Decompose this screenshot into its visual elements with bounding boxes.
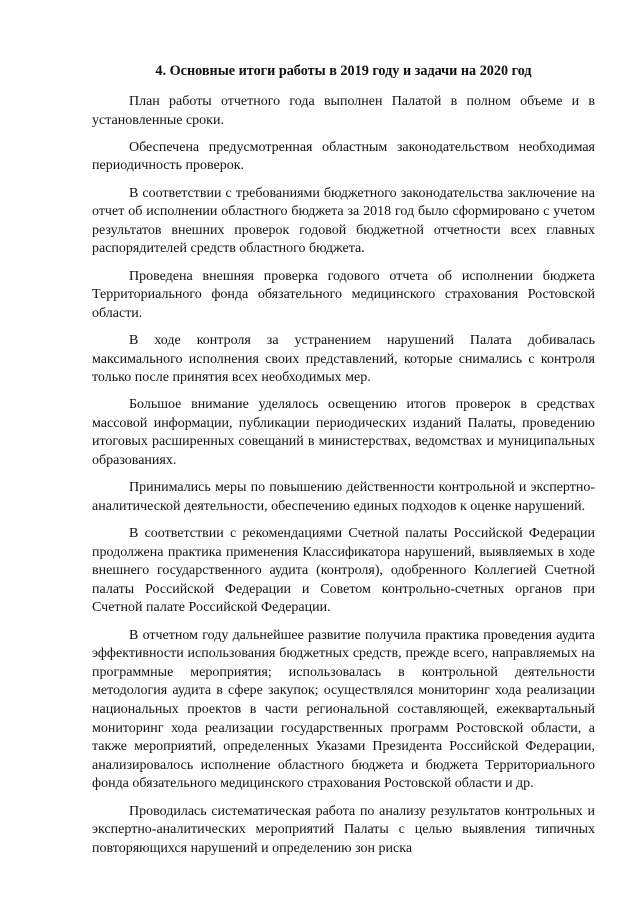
paragraph-2: Обеспечена предусмотренная областным законодательством необходимая периодичность проверок. — [92, 139, 595, 174]
section-heading: 4. Основные итоги работы в 2019 году и задачи на 2020 год — [155, 63, 532, 79]
paragraph-10: Проводилась систематическая работа по анализу результатов контрольных и экспертно-аналитических мероприятий Палаты с целью выявления типичных повторяющихся нарушений и определению зон риска — [92, 803, 595, 856]
paragraph-4: Проведена внешняя проверка годового отчета об исполнении бюджета Территориального фонда обязательного медицинского страхования Ростовской области. — [92, 268, 595, 321]
paragraph-9: В отчетном году дальнейшее развитие получила практика проведения аудита эффективности использования бюджетных средств, прежде всего, направляемых на программные мероприятия; использовалась в контрольной деятельности методология аудита в сфере закупок; осуществлялся мониторинг хода реализации национальных проектов в части региональной составляющей, ежеквартальный мониторинг хода реализации государственных программ Ростовской области, а также мероприятий, определенных Указами Президента Российской Федерации, анализировалось исполнение областного бюджета и бюджета Территориального фонда обязательного медицинского страхования Ростовской области и др. — [92, 627, 595, 792]
paragraph-3: В соответствии с требованиями бюджетного законодательства заключение на отчет об исполнении областного бюджета за 2018 год было сформировано с учетом результатов внешних проверок годовой бюджетной отчетности всех главных распорядителей средств областного бюджета. — [92, 185, 595, 257]
paragraph-6: Большое внимание уделялось освещению итогов проверок в средствах массовой информации, публикации периодических изданий Палаты, проведению итоговых расширенных совещаний в министерствах, ведомствах и муниципальных образованиях. — [92, 397, 595, 469]
paragraph-5: В ходе контроля за устранением нарушений Палата добивалась максимального исполнения своих представлений, которые снимались с контроля только после принятия всех необходимых мер. — [92, 332, 595, 386]
paragraph-7: Принимались меры по повышению действенности контрольной и экспертно-аналитической деятельности, обеспечению единых подходов к оценке нарушений. — [92, 480, 595, 514]
paragraph-1: План работы отчетного года выполнен Палатой в полном объеме и в установленные сроки. — [92, 94, 595, 128]
document-page — [92, 62, 595, 858]
paragraph-8: В соответствии с рекомендациями Счетной палаты Российской Федерации продолжена практика применения Классификатора нарушений, выявляемых в ходе внешнего государственного аудита (контроля), одобренного Коллегией Счетной палаты Российской Федерации и Советом контрольно-счетных органов при Счетной палате Российской Федерации. — [92, 526, 595, 616]
